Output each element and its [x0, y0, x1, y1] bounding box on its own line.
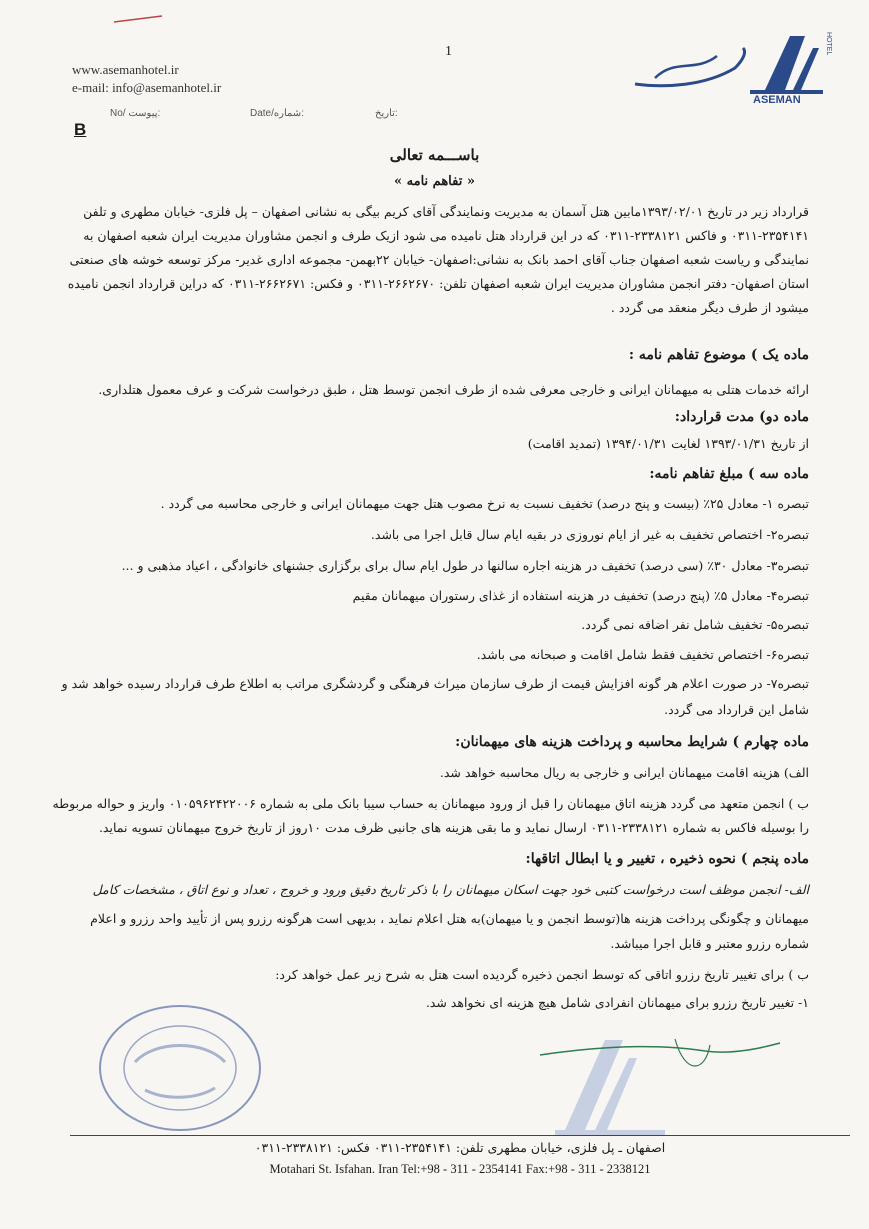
section-3-item: تبصره۷- در صورت اعلام هر گونه افزایش قیمت از طرف سازمان میراث فرهنگی و گردشگری مراتب به اطلاع طرف قرارداد رسیده خواهد شد و [61, 676, 809, 691]
letter-code: B [74, 120, 87, 139]
section-5-item: ب ) برای تغییر تاریخ رزرو اتاقی که توسط انجمن ذخیره گردیده است هتل به شرح زیر عمل خواهد کرد: [275, 967, 809, 982]
section-5-item: شماره رزرو معتبر و قابل اجرا میباشد. [610, 936, 809, 951]
section-3-item: تبصره۳- معادل ۳۰٪ (سی درصد) تخفیف در هزینه اجاره سالنها در طول ایام سال برای برگزاری جشنهای خانوادگی ، اعیاد مذهبی و ... [121, 558, 809, 573]
section-3-title: ماده سه ) مبلغ تفاهم نامه: [649, 466, 809, 482]
section-4-item: الف) هزینه اقامت میهمانان ایرانی و خارجی به ریال محاسبه خواهد شد. [439, 765, 809, 780]
section-4-item: را بوسیله فاکس به شماره ۲۳۳۸۱۲۱-۰۳۱۱ ارسال نماید و ما بقی هزینه های جانبی ظرف مدت ۱۰روز از تاریخ خروج میهمانان تسویه نماید. [98, 820, 809, 835]
hotel-logo [625, 28, 837, 108]
section-3-item: تبصره ۱- معادل ۲۵٪ (بیست و پنج درصد) تخفیف نسبت به نرخ مصوب هتل جهت میهمانان ایرانی و خارجی محاسبه می گردد . [160, 496, 809, 511]
section-5-item: میهمانان و چگونگی پرداخت هزینه ها(توسط انجمن و یا میهمان)به هتل اعلام نماید ، بدیهی است هرگونه رزرو پس از تأیید واحد رزرو و اعلام [90, 911, 809, 926]
section-5-item: ۱- تغییر تاریخ رزرو برای میهمانان انفرادی شامل هیچ هزینه ای نخواهد شد. [425, 995, 809, 1010]
stamp-seal [95, 1000, 265, 1135]
ref-number-label: Date/شماره: [250, 108, 304, 119]
logo-hotel-text: HOTEL [825, 32, 832, 56]
section-3-item: تبصره۲- اختصاص تخفیف به غیر از ایام نوروزی در بقیه ایام سال قابل اجرا می باشد. [370, 527, 809, 542]
logo-text: ASEMAN [753, 94, 801, 106]
reference-row [110, 108, 440, 124]
website-text: www.asemanhotel.ir [72, 62, 179, 77]
section-1-text: ارائه خدمات هتلی به میهمانان ایرانی و خارجی معرفی شده از طرف انجمن توسط هتل ، طبق درخواست شرکت و عرف معمول هتلداری. [98, 382, 809, 397]
section-5-title: ماده پنجم ) نحوه ذخیره ، تغییر و یا ابطال اتاقها: [525, 851, 809, 867]
page-number: 1 [445, 44, 452, 59]
section-4-item: ب ) انجمن متعهد می گردد هزینه اتاق میهمانان را قبل از ورود میهمانان به حساب سیبا بانک ملی به شماره ۰۱۰۵۹۶۲۴۲۲۰۰۶ واریز و حواله مربوطه [52, 796, 809, 811]
section-3-item: تبصره۴- معادل ۵٪ (پنج درصد) تخفیف در هزینه استفاده از غذای رستوران میهمانان مقیم [352, 588, 809, 603]
footer-address-en: Motahari St. Isfahan. Iran Tel:+98 - 311 - 2354141 Fax:+98 - 311 - 2338121 [269, 1162, 651, 1176]
section-2-text: از تاریخ ۱۳۹۳/۰۱/۳۱ لغایت ۱۳۹۴/۰۱/۳۱ (تمدید اقامت) [527, 436, 809, 451]
pen-mark [112, 14, 164, 24]
footer-address-fa: اصفهان ـ پل فلزی، خیابان مطهری تلفن: ۲۳۵۴۱۴۱-۰۳۱۱ فکس: ۲۳۳۸۱۲۱-۰۳۱۱ [254, 1140, 666, 1155]
section-3-item: شامل این قرارداد می گردد. [664, 702, 809, 717]
footer-divider [70, 1135, 850, 1136]
email-text: e-mail: info@asemanhotel.ir [72, 80, 222, 95]
section-5-item: الف- انجمن موظف است درخواست کتبی خود جهت اسکان میهمانان را با ذکر تاریخ دقیق ورود و خروج ، تعداد و نوع اتاق ، مشخصات کامل [92, 882, 809, 897]
intro-paragraph: قرارداد زیر در تاریخ ۱۳۹۳/۰۲/۰۱مابین هتل آسمان به مدیریت ونمایندگی آقای کریم بیگی به نشانی اصفهان – پل فلزی- خیابان مطهری و تلفن ۲۳۵۴۱۴۱-۰۳۱۱ و فاکس ۲۳۳۸۱۲۱-۰۳۱۱ که در این قرارداد هتل نامیده می شود ازیک طرف و انجمن مشاوران مدیریت ایران شعبه اصفهان به نمایندگی و ریاست شعبه اصفهان جناب آقای احمد بانک به نشانی:اصفهان- خیابان ۲۲بهمن- مجموعه اداری غدیر- مرکز توسعه خوشه های صنعتی استان اصفهان- دفتر انجمن مشاوران مدیریت ایران شعبه اصفهان تلفن: ۲۶۶۲۶۷۰-۰۳۱۱ و فکس: ۲۶۶۲۶۷۱-۰۳۱۱ که دراین قرارداد انجمن نامیده میشود از طرف دیگر منعقد می گردد . [67, 204, 809, 315]
logo-mark-icon [625, 28, 837, 108]
section-4-title: ماده چهارم ) شرایط محاسبه و پرداخت هزینه های میهمانان: [455, 734, 809, 750]
section-2-title: ماده دو) مدت قرارداد: [674, 409, 809, 425]
bismillah-heading: باســـمه تعالی [389, 146, 480, 164]
document-title: « تفاهم نامه » [393, 174, 475, 189]
ref-date-label: تاریخ: [375, 108, 398, 119]
signature-mark [535, 1025, 785, 1085]
section-1-title: ماده یک ) موضوع تفاهم نامه : [628, 347, 809, 363]
section-3-item: تبصره۶- اختصاص تخفیف فقط شامل اقامت و صبحانه می باشد. [476, 647, 809, 662]
ref-attach-label: No/ پیوست: [110, 108, 161, 119]
section-3-item: تبصره۵- تخفیف شامل نفر اضافه نمی گردد. [581, 617, 809, 632]
